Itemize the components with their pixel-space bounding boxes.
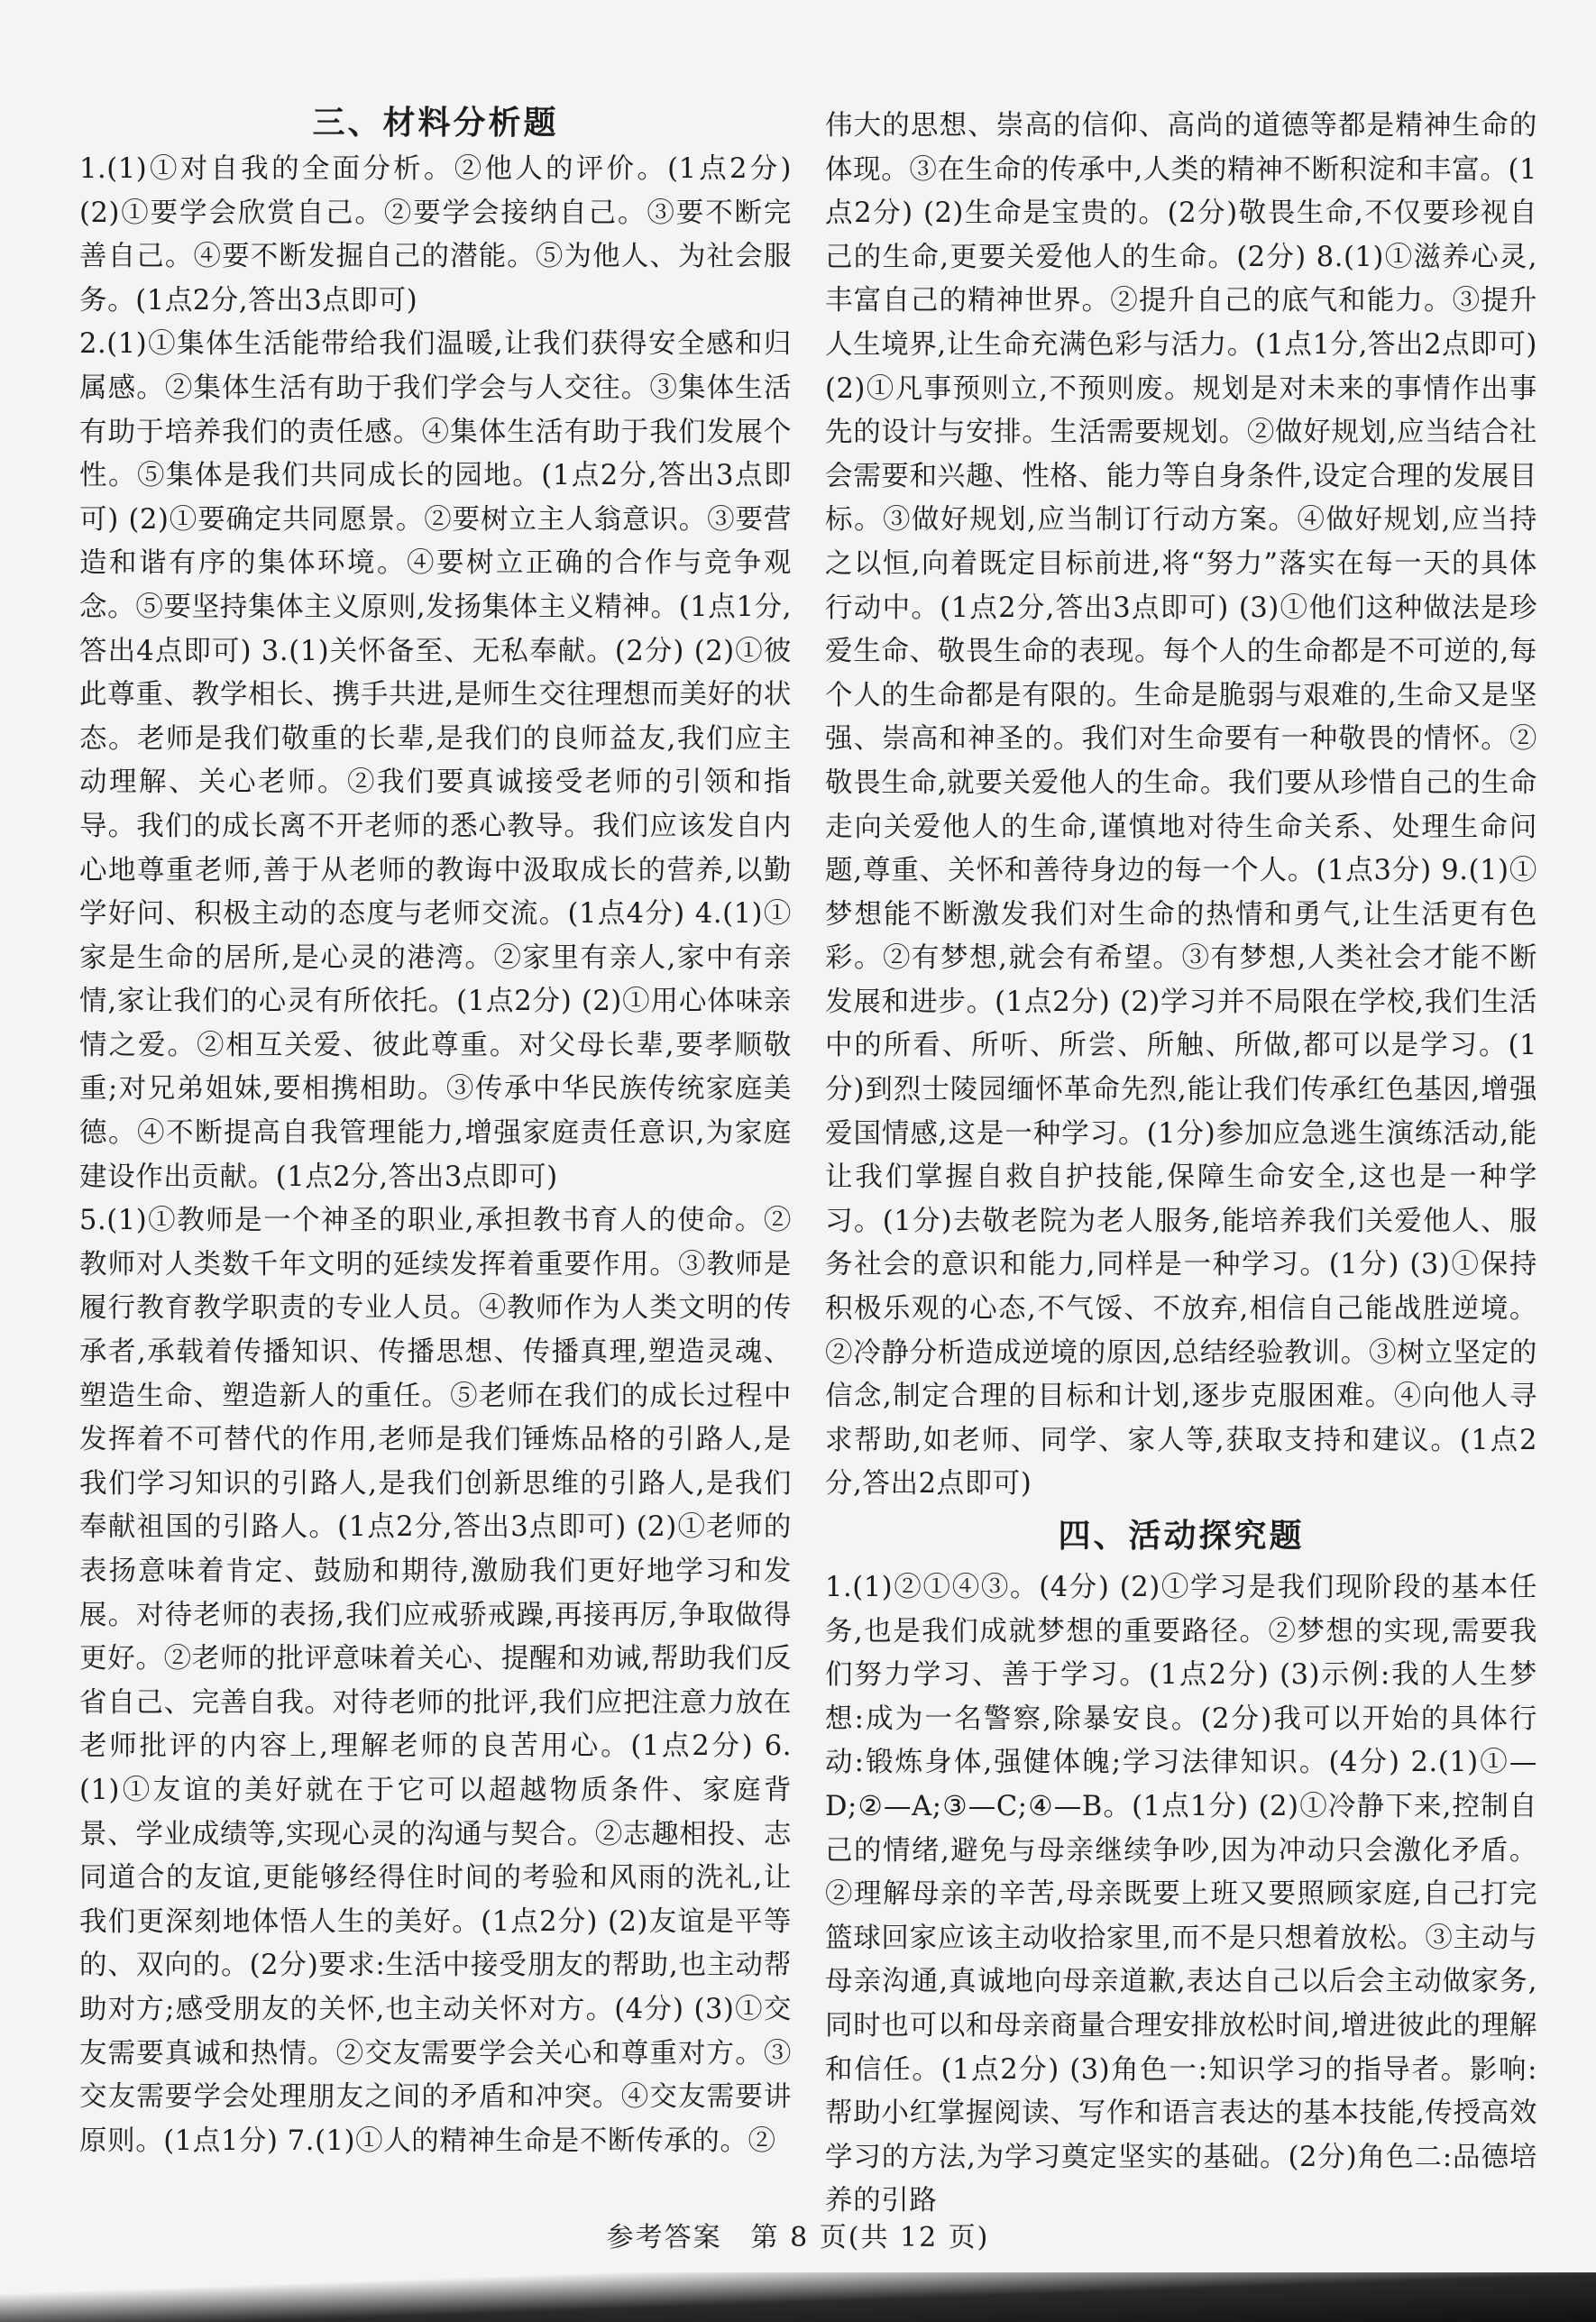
left-column bbox=[79, 99, 792, 2163]
section-title-activity-inquiry: 四、活动探究题 bbox=[1058, 1518, 1305, 1555]
answer-paragraph-continuation: 伟大的思想、崇高的信仰、高尚的道德等都是精神生命的体现。③在生命的传承中,人类的精神不断积淀和丰富。(1点2分) (2)生命是宝贵的。(2分)敬畏生命,不仅要珍视自己的生命,更要关爱他人的生命。(2分) 8.(1)①滋养心灵,丰富自己的精神世界。②提升自己的底气和能力。③提升人生境界,让生命充满色彩与活力。(1点1分,答出2点即可) (2)①凡事预则立,不预则废。规划是对未来的事情作出事先的设计与安排。生活需要规划。②做好规划,应当结合社会需要和兴趣、性格、能力等自身条件,设定合理的发展目标。③做好规划,应当制订行动方案。④做好规划,应当持之以恒,向着既定目标前进,将“努力”落实在每一天的具体行动中。(1点2分,答出3点即可) (3)①他们这种做法是珍爱生命、敬畏生命的表现。每个人的生命都是不可逆的,每个人的生命都是有限的。生命是脆弱与艰难的,生命又是坚强、崇高和神圣的。我们对生命要有一种敬畏的情怀。②敬畏生命,就要关爱他人的生命。我们要从珍惜自己的生命走向关爱他人的生命,谨慎地对待生命关系、处理生命问题,尊重、关怀和善待身边的每一个人。(1点3分) 9.(1)①梦想能不断激发我们对生命的热情和勇气,让生活更有色彩。②有梦想,就会有希望。③有梦想,人类社会才能不断发展和进步。(1点2分) (2)学习并不局限在学校,我们生活中的所看、所听、所尝、所触、所做,都可以是学习。(1分)到烈士陵园缅怀革命先烈,能让我们传承红色基因,增强爱国情感,这是一种学习。(1分)参加应急逃生演练活动,能让我们掌握自救自护技能,保障生命安全,这也是一种学习。(1分)去敬老院为老人服务,能培养我们关爱他人、服务社会的意识和能力,同样是一种学习。(1分) (3)①保持积极乐观的心态,不气馁、不放弃,相信自己能战胜逆境。②冷静分析造成逆境的原因,总结经验教训。③树立坚定的信念,制定合理的目标和计划,逐步克服困难。④向他人寻求帮助,如老师、同学、家人等,获取支持和建议。(1点2分,答出2点即可) bbox=[825, 110, 1537, 1501]
scan-edge-shadow bbox=[0, 2272, 1596, 2322]
answer-paragraph-continued: 5.(1)①教师是一个神圣的职业,承担教书育人的使命。②教师对人类数千年文明的延续发挥着重要作用。③教师是履行教育教学职责的专业人员。④教师作为人类文明的传承者,承载着传播知识、传播思想、传播真理,塑造灵魂、塑造生命、塑造新人的重任。⑤老师在我们的成长过程中发挥着不可替代的作用,老师是我们锤炼品格的引路人,是我们学习知识的引路人,是我们创新思维的引路人,是我们奉献祖国的引路人。(1点2分,答出3点即可) (2)①老师的表扬意味着肯定、鼓励和期待,激励我们更好地学习和发展。对待老师的表扬,我们应戒骄戒躁,再接再厉,争取做得更好。②老师的批评意味着关心、提醒和劝诫,帮助我们反省自己、完善自我。对待老师的批评,我们应把注意力放在老师批评的内容上,理解老师的良苦用心。(1点2分) 6.(1)①友谊的美好就在于它可以超越物质条件、家庭背景、学业成绩等,实现心灵的沟通与契合。②志趣相投、志同道合的友谊,更能够经得住时间的考验和风雨的洗礼,让我们更深刻地体悟人生的美好。(1点2分) (2)友谊是平等的、双向的。(2分)要求:生活中接受朋友的帮助,也主动帮助对方;感受朋友的关怀,也主动关怀对方。(4分) (3)①交友需要真诚和热情。②交友需要学会关心和尊重对方。③交友需要学会处理朋友之间的矛盾和冲突。④交友需要讲原则。(1点1分) 7.(1)①人的精神生命是不断传承的。② bbox=[79, 1205, 792, 2157]
answer-paragraph: 1.(1)②①④③。(4分) (2)①学习是我们现阶段的基本任务,也是我们成就梦想的重要路径。②梦想的实现,需要我们努力学习、善于学习。(1点2分) (3)示例:我的人生梦想:成为一名警察,除暴安良。(2分)我可以开始的具体行动:锻炼身体,强健体魄;学习法律知识。(4分) 2.(1)①—D;②—A;③—C;④—B。(1点1分) (2)①冷静下来,控制自己的情绪,避免与母亲继续争吵,因为冲动只会激化矛盾。②理解母亲的辛苦,母亲既要上班又要照顾家庭,自己打完篮球回家应该主动收拾家里,而不是只想着放松。③主动与母亲沟通,真诚地向母亲道歉,表达自己以后会主动做家务,同时也可以和母亲商量合理安排放松时间,增进彼此的理解和信任。(1点2分) (3)角色一:知识学习的指导者。影响:帮助小红掌握阅读、写作和语言表达的基本技能,传授高效学习的方法,为学习奠定坚实的基础。(2分)角色二:品德培养的引路 bbox=[825, 1572, 1537, 2217]
answer-paragraph: 1.(1)①对自我的全面分析。②他人的评价。(1点2分) (2)①要学会欣赏自己。②要学会接纳自己。③要不断完善自己。④要不断发掘自己的潜能。⑤为他人、为社会服务。(1点2分,答出3点即可) bbox=[79, 153, 792, 317]
right-column bbox=[825, 105, 1537, 2224]
page-footer: 参考答案 第 8 页(共 12 页) bbox=[606, 2222, 990, 2253]
section-title-material-analysis: 三、材料分析题 bbox=[312, 105, 559, 142]
answer-paragraph: 2.(1)①集体生活能带给我们温暖,让我们获得安全感和归属感。②集体生活有助于我们学会与人交往。③集体生活有助于培养我们的责任感。④集体生活有助于我们发展个性。⑤集体是我们共同成长的园地。(1点2分,答出3点即可) (2)①要确定共同愿景。②要树立主人翁意识。③要营造和谐有序的集体环境。④要树立正确的合作与竞争观念。⑤要坚持集体主义原则,发扬集体主义精神。(1点1分,答出4点即可) 3.(1)关怀备至、无私奉献。(2分) (2)①彼此尊重、教学相长、携手共进,是师生交往理想而美好的状态。老师是我们敬重的长辈,是我们的良师益友,我们应主动理解、关心老师。②我们要真诚接受老师的引领和指导。我们的成长离不开老师的悉心教导。我们应该发自内心地尊重老师,善于从老师的教诲中汲取成长的营养,以勤学好问、积极主动的态度与老师交流。(1点4分) 4.(1)①家是生命的居所,是心灵的港湾。②家里有亲人,家中有亲情,家让我们的心灵有所依托。(1点2分) (2)①用心体味亲情之爱。②相互关爱、彼此尊重。对父母长辈,要孝顺敬重;对兄弟姐妹,要相携相助。③传承中华民族传统家庭美德。④不断提高自我管理能力,增强家庭责任意识,为家庭建设作出贡献。(1点2分,答出3点即可) bbox=[79, 328, 793, 1193]
